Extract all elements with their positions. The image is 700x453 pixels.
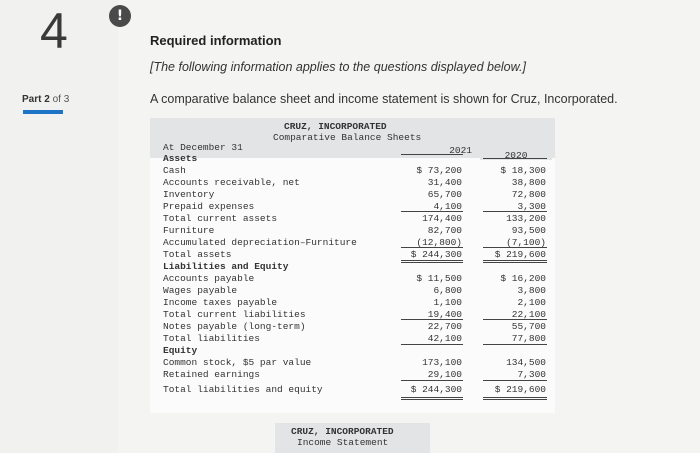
- value-2020: $ 219,600: [494, 384, 546, 395]
- table-row: [150, 285, 555, 297]
- value-2021: 82,700: [427, 225, 462, 236]
- value-2021: $ 73,200: [416, 165, 462, 176]
- value-2021: 6,800: [433, 285, 462, 296]
- row-label: Inventory: [163, 189, 215, 200]
- value-2020: 93,500: [511, 225, 546, 236]
- value-2020: $ 219,600: [494, 249, 546, 260]
- row-label: Total current liabilities: [163, 309, 306, 320]
- value-2021: 22,700: [427, 321, 462, 332]
- row-label: Equity: [163, 345, 198, 356]
- balance-sheet-table: [150, 118, 555, 413]
- value-2020: 55,700: [511, 321, 546, 332]
- double-rule: [483, 397, 547, 400]
- value-2021: 65,700: [427, 189, 462, 200]
- value-2021: 4,100: [433, 201, 462, 212]
- row-label: Common stock, $5 par value: [163, 357, 312, 368]
- subtotal-rule: [401, 319, 463, 320]
- income-statement-header: [275, 423, 430, 453]
- row-label: Liabilities and Equity: [163, 261, 289, 272]
- balance-sheet-title: Comparative Balance Sheets: [273, 132, 422, 143]
- value-2020: 3,800: [517, 285, 546, 296]
- income-statement-title: Income Statement: [297, 437, 389, 448]
- row-label: Wages payable: [163, 285, 238, 296]
- row-label: Prepaid expenses: [163, 201, 255, 212]
- value-2020: $ 16,200: [500, 273, 546, 284]
- alert-icon: !: [109, 5, 131, 27]
- part-label: Part 2: [22, 94, 50, 105]
- required-info-description: A comparative balance sheet and income statement is shown for Cruz, Incorporated.: [150, 92, 618, 106]
- value-2021: 29,100: [427, 369, 462, 380]
- value-2020: 134,500: [506, 357, 546, 368]
- value-2020: 7,300: [517, 369, 546, 380]
- subtotal-rule: [401, 211, 463, 212]
- table-row: [150, 297, 555, 309]
- table-row: [150, 189, 555, 201]
- value-2020: 77,800: [511, 333, 546, 344]
- row-label: Retained earnings: [163, 369, 260, 380]
- column-header-2020: 2020: [504, 150, 528, 161]
- value-2021: (12,800): [416, 237, 462, 248]
- row-label: Notes payable (long-term): [163, 321, 306, 332]
- question-nav-rail: [0, 0, 118, 453]
- table-row: [150, 213, 555, 225]
- row-label: Total liabilities: [163, 333, 260, 344]
- value-2021: $ 244,300: [410, 384, 462, 395]
- double-rule: [401, 260, 463, 263]
- value-2021: 42,100: [427, 333, 462, 344]
- part-indicator: [22, 94, 69, 105]
- value-2020: 3,300: [517, 201, 546, 212]
- table-row: [150, 273, 555, 285]
- table-row: [150, 225, 555, 237]
- value-2020: 22,100: [511, 309, 546, 320]
- period-label: At December 31: [163, 142, 243, 153]
- table-row: [150, 345, 555, 357]
- row-label: Cash: [163, 165, 186, 176]
- value-2021: 174,400: [422, 213, 462, 224]
- row-label: Furniture: [163, 225, 215, 236]
- row-label: Assets: [163, 153, 198, 164]
- value-2021: $ 11,500: [416, 273, 462, 284]
- part-of-label: of 3: [52, 94, 70, 105]
- table-row: [150, 357, 555, 369]
- value-2020: 2,100: [517, 297, 546, 308]
- value-2020: 72,800: [511, 189, 546, 200]
- table-row: [150, 165, 555, 177]
- subtotal-rule: [483, 319, 547, 320]
- row-label: Total assets: [163, 249, 232, 260]
- row-label: Accounts receivable, net: [163, 177, 300, 188]
- income-statement-company: CRUZ, INCORPORATED: [291, 426, 394, 437]
- value-2020: 38,800: [511, 177, 546, 188]
- value-2021: 19,400: [427, 309, 462, 320]
- subtotal-rule: [483, 211, 547, 212]
- value-2020: (7,100): [506, 237, 546, 248]
- subtotal-rule: [483, 344, 547, 345]
- subtotal-rule: [401, 344, 463, 345]
- subtotal-rule: [401, 247, 463, 248]
- subtotal-rule: [483, 247, 547, 248]
- required-info-title: Required information: [150, 33, 282, 48]
- row-label: Accounts payable: [163, 273, 255, 284]
- table-row: [150, 177, 555, 189]
- value-2020: $ 18,300: [500, 165, 546, 176]
- balance-sheet-company: CRUZ, INCORPORATED: [284, 121, 387, 132]
- double-rule: [401, 397, 463, 400]
- table-row: [150, 384, 555, 396]
- column-header-2021: 2021: [449, 145, 472, 156]
- row-label: Total current assets: [163, 213, 278, 224]
- subtotal-rule: [401, 380, 463, 381]
- double-rule: [483, 260, 547, 263]
- table-row: [150, 321, 555, 333]
- value-2021: 1,100: [433, 297, 462, 308]
- part-progress-bar: [23, 110, 63, 114]
- required-info-note: [The following information applies to the questions displayed below.]: [150, 60, 526, 74]
- subtotal-rule: [483, 380, 547, 381]
- value-2021: 31,400: [427, 177, 462, 188]
- row-label: Total liabilities and equity: [163, 384, 323, 395]
- row-label: Accumulated depreciation–Furniture: [163, 237, 357, 248]
- row-label: Income taxes payable: [163, 297, 278, 308]
- table-row: [150, 153, 555, 165]
- question-number: 4: [40, 3, 68, 59]
- value-2021: 173,100: [422, 357, 462, 368]
- question-content: [150, 0, 700, 453]
- value-2020: 133,200: [506, 213, 546, 224]
- value-2021: $ 244,300: [410, 249, 462, 260]
